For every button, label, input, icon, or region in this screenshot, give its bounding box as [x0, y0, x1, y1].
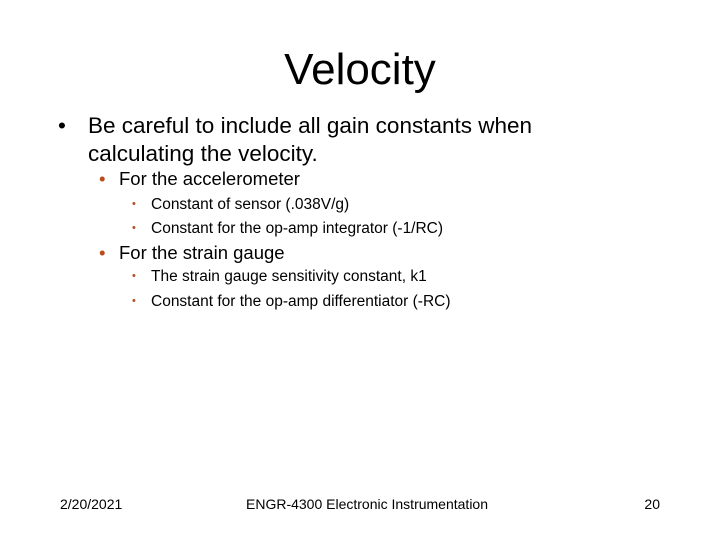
footer-date: 2/20/2021	[60, 496, 123, 512]
slide-title: Velocity	[284, 45, 436, 94]
sub-bullet-marker: •	[99, 168, 106, 189]
detail-bullet-text: The strain gauge sensitivity constant, k1	[151, 268, 427, 285]
sub-bullet-accelerometer	[99, 168, 300, 190]
sub-bullet-strain-gauge	[99, 242, 285, 264]
main-bullet-line-1: Be careful to include all gain constants when	[88, 113, 533, 138]
detail-bullet	[132, 292, 451, 311]
sub-bullet-label: For the accelerometer	[119, 168, 300, 189]
detail-bullet-marker: •	[132, 198, 136, 210]
main-bullet-continued	[88, 140, 318, 167]
detail-bullet	[132, 267, 427, 286]
detail-bullet-marker: •	[132, 295, 136, 307]
sub-bullet-label: For the strain gauge	[119, 242, 285, 263]
footer-page-number: 20	[644, 496, 660, 512]
detail-bullet-text: Constant for the op-amp differentiator (-RC)	[151, 293, 451, 310]
detail-bullet-text: Constant for the op-amp integrator (-1/RC)	[151, 220, 444, 237]
detail-bullet	[132, 195, 350, 214]
detail-bullet-marker: •	[132, 222, 136, 234]
detail-bullet	[132, 219, 444, 238]
footer-course: ENGR-4300 Electronic Instrumentation	[246, 496, 488, 512]
sub-bullet-marker: •	[99, 242, 106, 263]
main-bullet-line-2: calculating the velocity.	[88, 141, 318, 166]
detail-bullet-text: Constant of sensor (.038V/g)	[151, 196, 350, 213]
detail-bullet-marker: •	[132, 270, 136, 282]
bullet-marker: •	[58, 113, 66, 138]
main-bullet	[58, 112, 533, 139]
